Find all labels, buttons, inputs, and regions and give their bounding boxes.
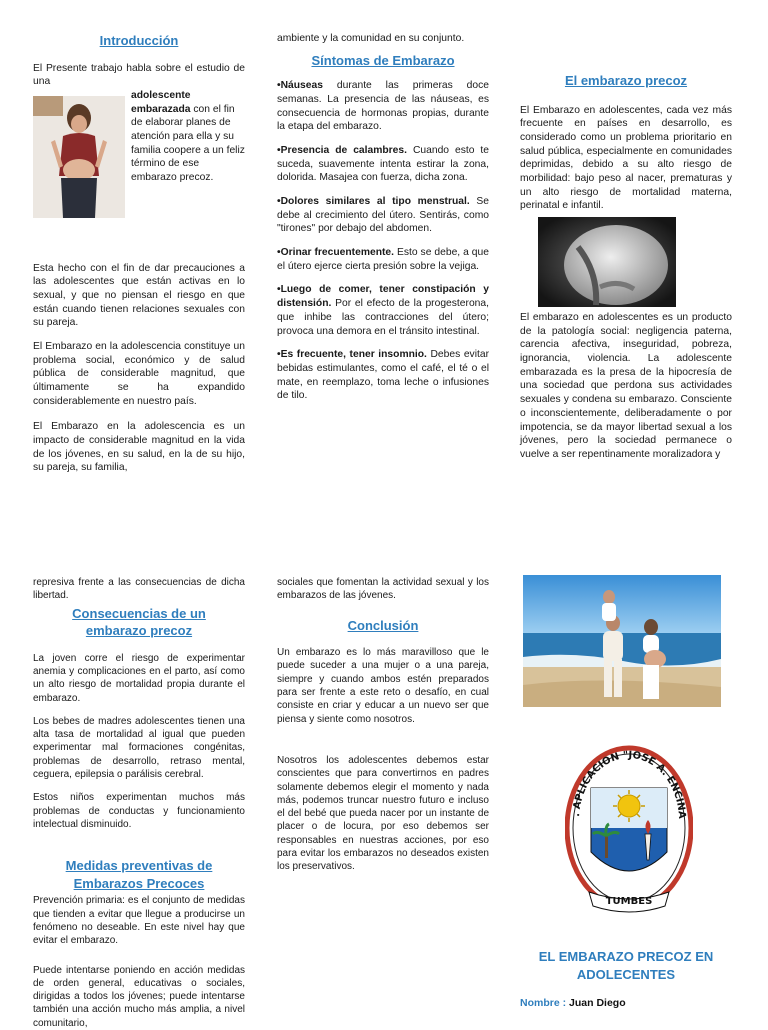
precoz-p1: El Embarazo en adolescentes, cada vez más frecuente en países en desarrollo, es considerado como un problema prioritario en salud pública, especialmente en comunidades deprimidas, debido a su alto riesgo de morbilidad: bajo peso al nacer, prematuras y un alto riesgo de mortalidad materna, perinatal e infantil. — [520, 104, 732, 212]
school-seal — [565, 742, 693, 932]
col4-continuation: represiva frente a las consecuencias de dicha libertad. — [33, 577, 245, 602]
precoz-p2: El embarazo en adolescentes es un producto de la patología social: negligencia paterna, carencia afectiva, inseguridad, pobreza, ignorancia, violencia. La adolescente embarazada es la presa de la hipocresía de una sociedad que perdona sus actividades sexuales y condena su embarazo. Consciente o inconscientemente, deliberadamente o por impotencia, se da mayor libertad sexual a los jóvenes, pero la sociedad permanece o vuelve a ser repentinamente moralizadora y — [520, 312, 732, 460]
intro-p1 — [33, 62, 245, 89]
symptom-5-text: Por el efecto de la progesterona, que inhibe las contracciones del útero; provoca una demora en el tránsito intestinal. — [277, 298, 489, 337]
intro-title: Introducción — [99, 33, 179, 48]
prevention-title: Medidas preventivas de Embarazos Precoces — [65, 858, 213, 891]
symptom-5 — [277, 283, 489, 338]
conclusion-2: Nosotros los adolescentes debemos estar conscientes que para convertirnos en padres solamente debemos elegir el momento y nada más, podemos truncar nuestro futuro e incluso el del bebé que pueda nacer por un instante de placer o de locura, por eso debemos ser responsables en nuestras acciones, por eso para evitar los embarazos no deseados existen los preservativos. — [277, 754, 489, 873]
col5-continuation: sociales que fomentan la actividad sexual y los embarazos de las jóvenes. — [277, 577, 489, 602]
conclusion-1: Un embarazo es lo más maravilloso que le puede suceder a una mujer o a una pareja, siempre y cuando ambos estén preparados para ser frente a este reto o desafío, en cual consiste en criar y educar a un nuevo ser que piensa y siente como nosotros. — [277, 647, 489, 725]
prevention-1: Prevención primaria: es el conjunto de medidas que tienden a evitar que llegue a producirse un fenómeno no deseable. En este nivel hay que evitar el embarazo. — [33, 895, 245, 947]
consequence-3: Estos niños experimentan muchos más problemas de conductas y funcionamiento intelectual disminuido. — [33, 792, 245, 830]
symptom-2 — [277, 144, 489, 185]
symptoms-title: Síntomas de Embarazo — [311, 52, 455, 68]
pregnant-teen-photo — [33, 96, 125, 218]
symptom-1-text: durante las primeras doce semanas. La presencia de las náuseas, es consecuencia de hormonas propias, durante la etapa del embarazo. — [277, 80, 489, 133]
symptom-4-title: •Orinar frecuentemente. — [277, 247, 395, 259]
consequences-title: Consecuencias de un embarazo precoz — [72, 605, 206, 639]
intro-p4: El Embarazo en la adolescencia es un impacto de considerable magnitud en la vida de los jóvenes, en su salud, en la de su hijo, su pareja, su familia, — [33, 421, 245, 474]
symptom-2-title: •Presencia de calambres. — [277, 144, 407, 156]
author-label: Nombre : — [520, 997, 567, 1009]
intro-p1-a: El Presente trabajo habla sobre el estudio de una — [33, 62, 245, 88]
conclusion-title: Conclusión — [347, 617, 419, 633]
consequence-1: La joven corre el riesgo de experimentar anemia y complicaciones en el parto, así como un alto riesgo de mortalidad propia durante el embarazo. — [33, 652, 245, 704]
beach-family-photo — [523, 575, 721, 707]
symptom-6-title: •Es frecuente, tener insomnio. — [277, 349, 427, 361]
symptom-1-title: •Náuseas — [277, 80, 323, 92]
symptom-3-text: Se debe al crecimiento del útero. Sentirás, como "tirones" por debajo del abdomen. — [277, 196, 489, 235]
symptom-4-text: Esto se debe, a que el útero ejerce cierta presión sobre la vejiga. — [277, 247, 489, 272]
intro-column — [33, 32, 245, 475]
intro-p2: Esta hecho con el fin de dar precauciones a las adolescentes que están activas en lo sexual, y que no piensan el riesgo en que están cuando tienen relaciones sexuales con su pareja. — [33, 262, 245, 329]
author-line — [520, 997, 740, 1009]
cover-title: EL EMBARAZO PRECOZ EN ADOLECENTES — [538, 949, 714, 982]
col2-continuation: ambiente y la comunidad en su conjunto. — [277, 33, 465, 44]
symptom-3 — [277, 195, 489, 236]
pregnant-belly-photo — [538, 217, 676, 307]
intro-p1-b: adolescente embarazada — [131, 89, 191, 115]
intro-p1-wrap — [33, 62, 245, 240]
seal-bottom-text: TUMBES — [605, 896, 653, 907]
symptoms-column — [277, 32, 489, 403]
intro-p1-c: con el fin de elaborar planes de atención para ella y su familia coopere a un feliz término de ese embarazo precoz. — [131, 103, 245, 184]
seal-top-text: . APLICACION "JOSE A. ENCINA — [571, 749, 688, 820]
conclusion-column — [277, 576, 489, 874]
consequences-column — [33, 576, 245, 1030]
symptom-1 — [277, 79, 489, 134]
author-name: Juan Diego — [569, 997, 626, 1009]
symptom-2-text: Cuando esto te suceda, suavemente intenta estirar la zona, dolorida. Masajea con fuerza, dicha zona. — [277, 144, 489, 184]
symptom-4 — [277, 246, 489, 273]
symptom-5-title: •Luego de comer, tener constipación y distensión. — [277, 284, 489, 310]
consequence-2: Los bebes de madres adolescentes tienen una alta tasa de mortalidad al igual que pueden experimentar mal formaciones congénitas, problemas de desarrollo, retraso mental, ceguera, epilepsia o parálisis cerebral. — [33, 715, 245, 781]
precoz-column — [520, 72, 732, 462]
symptom-3-title: •Dolores similares al tipo menstrual. — [277, 196, 470, 208]
symptom-6-text: Debes evitar bebidas estimulantes, como el café, el té o el mate, en reemplazo, toma leche o infusiones de tilo. — [277, 349, 489, 402]
precoz-title: El embarazo precoz — [564, 73, 688, 88]
prevention-2: Puede intentarse poniendo en acción medidas de orden general, educativas o sociales, dirigidas a todos los jóvenes; puede intentarse también una acción mucho más amplia, a nivel comunitario, — [33, 964, 245, 1029]
intro-p3: El Embarazo en la adolescencia constituye un problema social, económico y de salud pública de considerable magnitud, que últimamente se ha expandido considerablemente en nuestro país. — [33, 340, 245, 407]
symptom-6 — [277, 348, 489, 403]
